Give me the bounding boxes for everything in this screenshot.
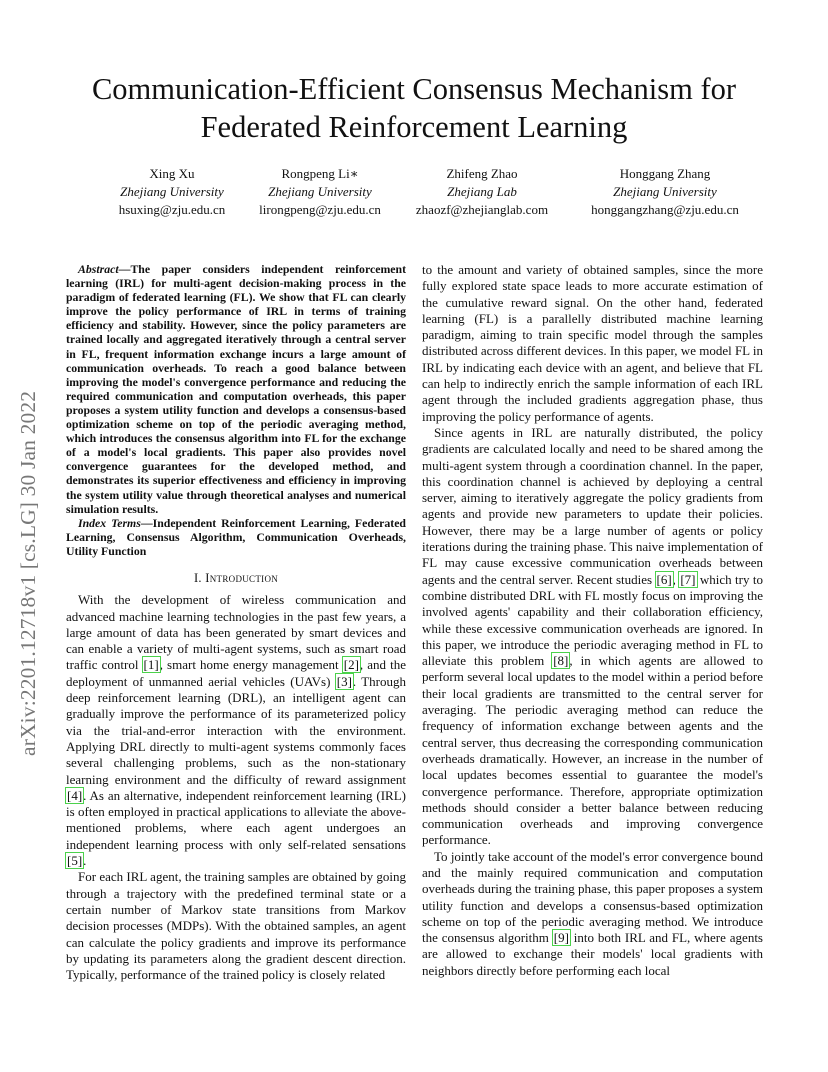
author-email[interactable]: zhaozf@zhejianglab.com — [415, 202, 549, 217]
author-email[interactable]: hsuxing@zju.edu.cn — [118, 202, 226, 217]
arxiv-side-label: arXiv:2201.12718v1 [cs.LG] 30 Jan 2022 — [16, 390, 40, 756]
text-run: , smart home energy management — [159, 657, 343, 673]
intro-paragraph-2: For each IRL agent, the training samples are obtained by going through a trajectory with the predefined terminal state or a certain number of Markov state transitions from Markov decision processes (MDPs). With the obtained samples, an agent can calculate the policy gradients and improve its performance by updating its parameters along the gradient descent direction. Typically, performance of the trained policy is closely related — [66, 869, 406, 983]
text-run: , and the deployment of unmanned aerial vehicles (UAVs) — [66, 657, 406, 689]
abstract-text: —The paper considers independent reinforcement learning (IRL) for multi-agent decision-making process in the paradigm of federated learning (FL). We show that FL can clearly improve the policy performance of IRL in terms of training efficiency and stability. However, since the policy parameters are trained locally and aggregated iteratively through a central server in FL, frequent information exchange incurs a large amount of communication overheads. To reach a good balance between improving the model's convergence performance and reducing the required communication and computation overheads, this paper proposes a system utility function and develops a consensus-based optimization scheme on top of the periodic averaging method, which introduces the consensus algorithm into FL for the exchange of a model's local gradients. This paper also provides novel convergence guarantees for the developed method, and demonstrates its superior effectiveness and efficiency in improving the system utility value through theoretical analyses and numerical simulation results. — [66, 262, 406, 516]
citation-link[interactable]: [6] — [656, 571, 672, 587]
intro-paragraph-1 — [66, 592, 406, 869]
citation-link[interactable]: [3] — [336, 673, 352, 689]
author-name: Rongpeng Li∗ — [281, 166, 359, 181]
section-numeral: I. — [193, 570, 202, 585]
citation-link[interactable]: [8] — [553, 653, 569, 669]
section-title: Introduction — [205, 570, 279, 585]
intro-paragraph-2-cont: to the amount and variety of obtained samples, since the more fully explored state space leads to more accurate estimation of the cumulative reward signal. On the other hand, federated learning (FL) is a parallelly distributed machine learning paradigm, aiming to train specific model through the samples distributed across different devices. In this paper, we model FL in IRL by indicating each device with an agent, and believe that FL can help to indirectly enrich the sample information of each IRL agent through the included gradients aggregation phase, thus improving the policy performance of agents. — [422, 262, 764, 424]
text-run: To jointly take account of the model's error convergence bound and the mainly required communication and computation overheads during the training phase, this paper proposes a system utility function and develops a consensus-based optimization scheme on top of the periodic averaging method. We introduce the consensus algorithm — [422, 848, 763, 946]
text-run: . — [83, 853, 87, 869]
title-line-2: Federated Reinforcement Learning — [200, 110, 628, 144]
text-run: , — [672, 571, 680, 587]
author-name: Zhifeng Zhao — [446, 166, 518, 181]
index-terms — [66, 516, 406, 558]
author-block-4 — [560, 165, 770, 219]
author-name: Honggang Zhang — [619, 166, 711, 181]
author-block-1 — [92, 165, 252, 219]
abstract — [66, 262, 406, 516]
text-run: With the development of wireless communication and advanced machine learning technologies in the past few years, a large amount of data has been generated by smart devices and can enable a variety of multi-agent systems, such as smart road traffic control — [66, 592, 406, 673]
citation-link[interactable]: [5] — [67, 853, 83, 869]
text-run: into both IRL and FL, where agents are allowed to exchange their models' local gradients with neighbors directly before performing each local — [422, 930, 763, 978]
author-block-2 — [230, 165, 410, 219]
citation-link[interactable]: [9] — [553, 930, 569, 946]
right-column — [422, 262, 763, 979]
paper-title — [40, 70, 788, 146]
section-heading — [66, 570, 406, 586]
author-affiliation: Zhejiang University — [268, 184, 372, 199]
text-run: Since agents in IRL are naturally distributed, the policy gradients are calculated locally and need to be shared among the multi-agent system through a coordination channel. In the paper, this coordination channel is achieved by deploying a central server, aiming to iteratively aggregate the policy gradients from agents and provide new parameters to update their policies. However, there may be a large number of agents or policy iterations during the training phase. This naive implementation of FL may cause excessive communication overheads between agents and the central server. Recent studies — [422, 424, 763, 587]
author-email[interactable]: honggangzhang@zju.edu.cn — [591, 202, 739, 217]
text-run: which try to combine distributed DRL with FL mostly focus on improving the involved agents' capability and their collaboration efficiency, while these excessive communication overheads are ignored. In this paper, we introduce the periodic averaging method in FL to alleviate this problem — [422, 571, 764, 669]
intro-paragraph-4 — [422, 849, 763, 979]
index-terms-lead: Index Terms — [78, 515, 141, 530]
text-run: . As an alternative, independent reinforcement learning (IRL) is often employed in practical applications to alleviate the above-mentioned problems, where each agent undergoes an independent learning process with only self-related sensations — [66, 787, 406, 852]
citation-link[interactable]: [2] — [343, 657, 359, 673]
citation-link[interactable]: [7] — [680, 571, 696, 587]
author-affiliation: Zhejiang University — [613, 184, 717, 199]
index-terms-text: —Independent Reinforcement Learning, Federated Learning, Consensus Algorithm, Communication Overheads, Utility Function — [66, 515, 406, 558]
author-affiliation: Zhejiang University — [120, 184, 224, 199]
abstract-lead: Abstract — [78, 262, 119, 276]
author-email[interactable]: lirongpeng@zju.edu.cn — [259, 202, 381, 217]
author-name: Xing Xu — [149, 166, 195, 181]
citation-link[interactable]: [1] — [143, 657, 159, 673]
text-run: , in which agents are allowed to perform several local updates to the model within a period before their local gradients are transmitted to the central server for averaging. The periodic averaging method can reduce the frequency of information exchange between agents and the central server, thus decreasing the corresponding communication overheads dramatically. However, an increase in the number of local updates becomes essential to guarantee the model's convergence performance. Therefore, appropriate optimization methods should consider a better balance between reducing communication overheads and improving convergence performance. — [422, 653, 763, 848]
author-block-3 — [392, 165, 572, 219]
left-column — [66, 262, 406, 983]
intro-paragraph-3 — [422, 425, 763, 849]
citation-link[interactable]: [4] — [67, 787, 83, 803]
author-affiliation: Zhejiang Lab — [447, 184, 517, 199]
title-line-1: Communication-Efficient Consensus Mechanism for — [91, 72, 737, 106]
text-run: . Through deep reinforcement learning (DRL), an intelligent agent can gradually improve the performance of its parameterized policy via the trial-and-error interaction with the environment. Applying DRL directly to multi-agent systems commonly faces several challenging problems, such as the non-stationary learning environment and the difficulty of reward assignment — [66, 673, 406, 787]
